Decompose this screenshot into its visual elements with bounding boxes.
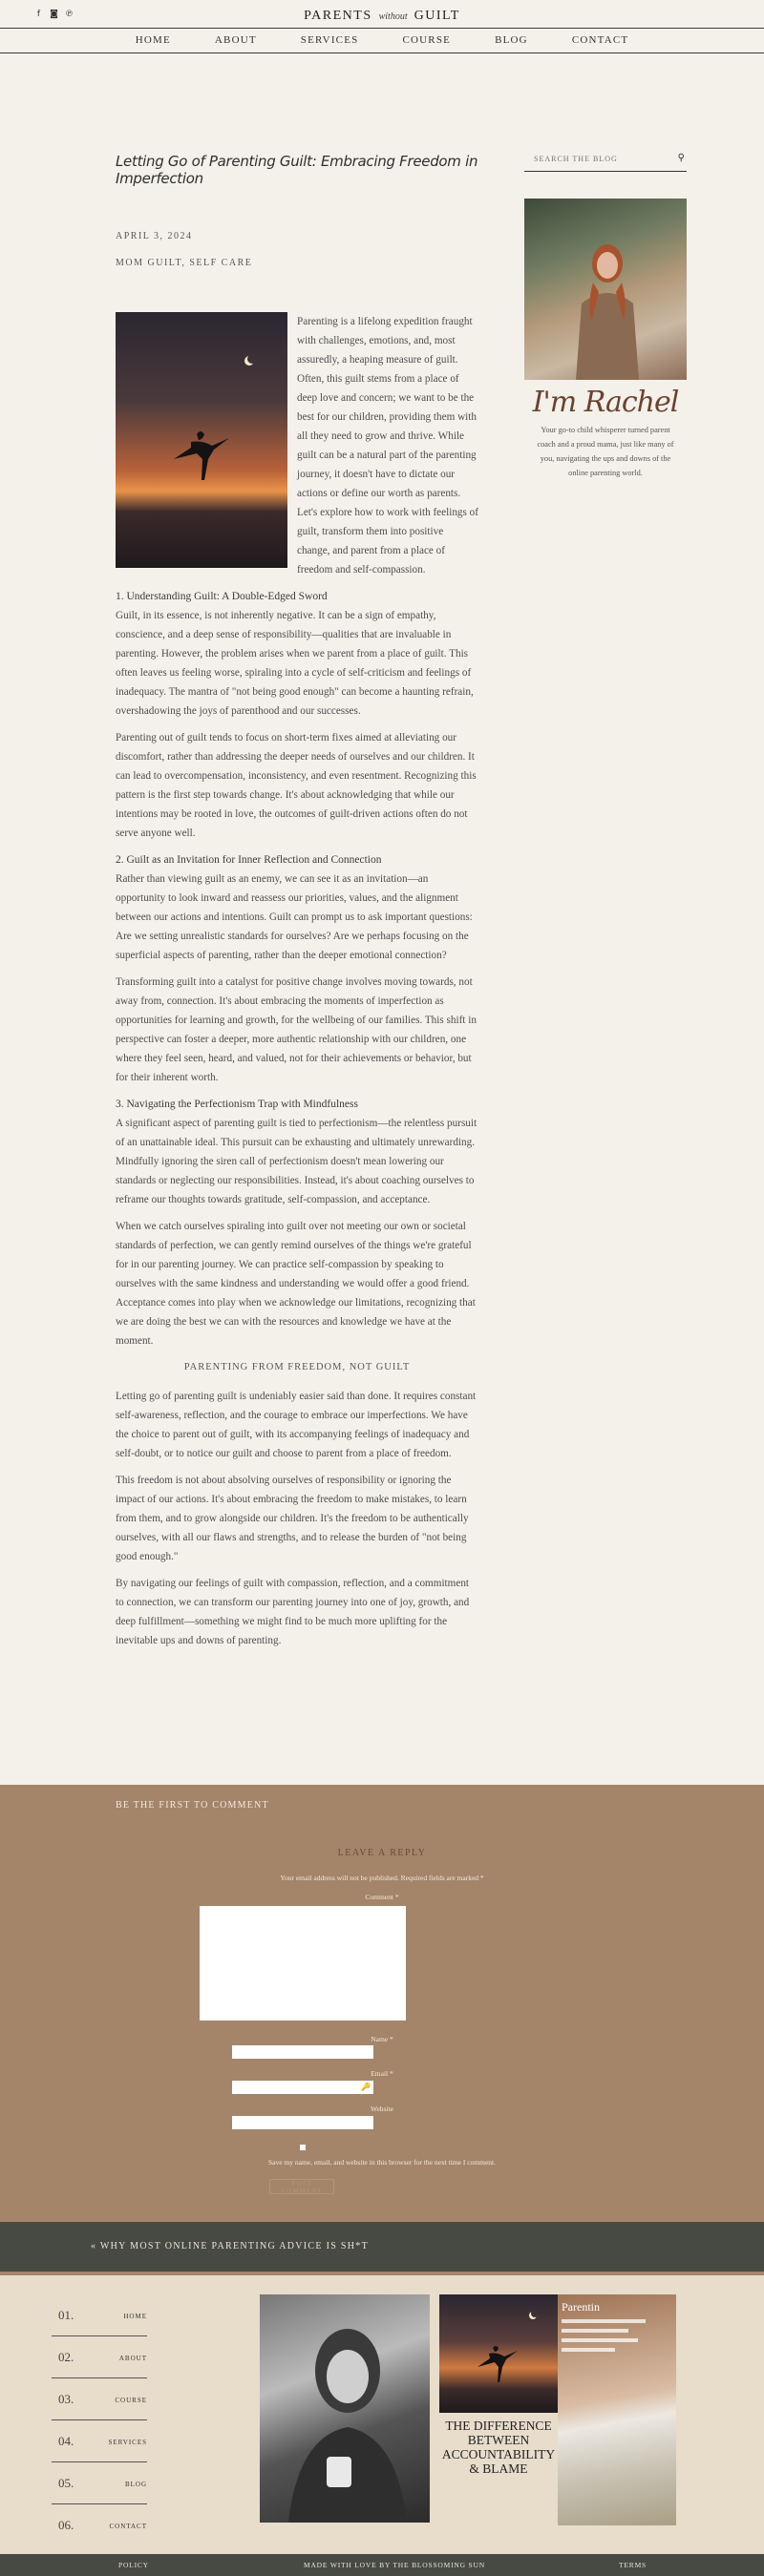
- main-nav: [0, 34, 764, 46]
- save-info-label: Save my name, email, and website in this browser for the next time I comment.: [267, 2158, 497, 2167]
- author-silhouette: [574, 237, 641, 380]
- footer-nav-number: 01.: [58, 2308, 74, 2322]
- section-paragraph: Guilt, in its essence, is not inherently negative. It can be a sign of empathy, conscience, and a deep sense of responsibility—qualities that are invaluable in parenting. However, the problem arises when we parent from a place of guilt. This often leaves us feeling worse, spiraling into a cycle of self-criticism and feelings of inadequacy. The mantra of "not being good enough" can become a haunting refrain, overshadowing the joys of parenthood and our successes.: [116, 610, 474, 717]
- centered-subheading: PARENTING FROM FREEDOM, NOT GUILT: [183, 1362, 411, 1372]
- nav-divider: [0, 28, 764, 29]
- footer-nav-item[interactable]: [52, 2462, 147, 2504]
- footer-nav-label: COURSE: [115, 2397, 147, 2404]
- footer-nav-item[interactable]: [52, 2504, 147, 2546]
- author-photo: [524, 199, 687, 380]
- name-field[interactable]: [232, 2045, 373, 2059]
- nav-about[interactable]: ABOUT: [214, 34, 257, 46]
- section-heading-2: 2. Guilt as an Invitation for Inner Reflection and Connection: [116, 854, 382, 866]
- facebook-icon[interactable]: f: [36, 10, 41, 19]
- featured-post-caption[interactable]: THE DIFFERENCE BETWEEN ACCOUNTABILITY & BLAME: [441, 2419, 556, 2476]
- footer-nav-number: 03.: [58, 2392, 74, 2406]
- footer-nav-label: SERVICES: [108, 2439, 147, 2446]
- leave-reply-heading: LEAVE A REPLY: [337, 1848, 427, 1858]
- search-input[interactable]: [524, 151, 658, 167]
- save-info-checkbox[interactable]: [300, 2145, 306, 2150]
- site-logo[interactable]: [0, 9, 764, 24]
- site-footer: [0, 2275, 764, 2554]
- logo-text-left: PARENTS: [304, 9, 372, 23]
- search-icon[interactable]: ⚲: [677, 153, 685, 163]
- article-categories[interactable]: MOM GUILT, SELF CARE: [116, 258, 253, 268]
- section-paragraph: Rather than viewing guilt as an enemy, we can see it as an invitation—an opportunity to look inward and reassess our priorities, values, and the alignment between our actions and intentions. Guilt can prompt us to ask important questions: Are we setting unrealistic standards for ourselves? Are we perhaps focusing on the superficial aspects of parenting, rather than the deeper emotional connection?: [116, 873, 473, 961]
- article-intro: Parenting is a lifelong expedition fraught with challenges, emotions, and, most assuredly, a heaping measure of guilt. Often, this guilt stems from a place of deep love and concern; we want to be the best for our children, providing them with all they need to grow and thrive. While guilt can be a natural part of the parenting journey, it doesn't have to dictate our actions or define our worth as parents. Let's explore how to work with feelings of guilt, transform them into positive change, and parent from a place of freedom and self-compassion.: [297, 316, 478, 576]
- moon-icon: [531, 2310, 539, 2317]
- section-paragraph: A significant aspect of parenting guilt is tied to perfectionism—the relentless pursuit of an unattainable ideal. This pursuit can be exhausting and ultimately unrewarding. Mindfully ignoring the siren call of perfectionism doesn't mean lowering our standards or neglecting our responsibilities. Instead, it's about coaching ourselves to reframe our thoughts towards gratitude, self-compassion, and acceptance.: [116, 1118, 478, 1205]
- comment-section: [0, 1785, 764, 2222]
- author-bio: Your go-to child whisperer turned parent coach and a proud mama, just like many of you, navigating the ups and downs of the online parenting world.: [537, 426, 674, 477]
- dancing-figure-silhouette: [168, 415, 235, 492]
- nav-blog[interactable]: BLOG: [495, 34, 528, 46]
- moon-icon: [247, 354, 257, 364]
- promo-text-line: [562, 2338, 638, 2342]
- email-field[interactable]: [232, 2081, 373, 2094]
- pinterest-icon[interactable]: ℗: [65, 10, 74, 19]
- name-label: Name *: [371, 2035, 393, 2043]
- footer-nav-label: CONTACT: [109, 2523, 147, 2530]
- promo-text-line: [562, 2348, 615, 2352]
- previous-post-bar: [0, 2222, 764, 2272]
- footer-nav: [52, 2294, 147, 2546]
- nav-contact[interactable]: CONTACT: [571, 34, 629, 46]
- footer-nav-item[interactable]: [52, 2378, 147, 2420]
- logo-text-right: GUILT: [414, 9, 460, 23]
- site-header: [0, 0, 764, 53]
- footer-promo-image[interactable]: [558, 2294, 676, 2525]
- footer-nav-item[interactable]: [52, 2294, 147, 2336]
- section-paragraph: This freedom is not about absolving ourselves of responsibility or ignoring the impact of our actions. It's about embracing the freedom to make mistakes, to learn from them, and to grow alongside our children. It's the freedom to be authentically ourselves, with all our flaws and strengths, and to release the burden of "not being good enough.": [116, 1475, 469, 1562]
- author-signature: I'm Rachel: [532, 386, 679, 419]
- footer-nav-number: 04.: [58, 2434, 74, 2448]
- email-label: Email *: [371, 2069, 393, 2078]
- blog-search: [524, 149, 687, 172]
- comment-textarea[interactable]: [200, 1906, 406, 2021]
- instagram-icon[interactable]: ◙: [50, 10, 58, 19]
- site-credit[interactable]: MADE WITH LOVE BY THE BLOSSOMING SUN: [304, 2561, 485, 2569]
- section-heading-3: 3. Navigating the Perfectionism Trap with Mindfulness: [116, 1099, 358, 1110]
- policy-link[interactable]: POLICY: [118, 2561, 149, 2569]
- article-date: APRIL 3, 2024: [116, 231, 193, 241]
- footer-nav-number: 06.: [58, 2518, 74, 2532]
- footer-nav-label: ABOUT: [118, 2355, 147, 2362]
- nav-course[interactable]: COURSE: [402, 34, 452, 46]
- bottom-bar: [0, 2554, 764, 2576]
- footer-nav-label: BLOG: [124, 2481, 147, 2488]
- section-paragraph: Parenting out of guilt tends to focus on short-term fixes aimed at alleviating our discomfort, rather than addressing the deeper needs of ourselves and our children. It can lead to overcompensation, inconsistency, and even resentment. Recognizing this pattern is the first step towards change. It's about acknowledging that while our intentions may be rooted in love, the outcomes of guilt-driven actions often do not serve anyone well.: [116, 732, 477, 839]
- footer-portrait-photo: [260, 2294, 430, 2523]
- post-comment-button[interactable]: POST COMMENT: [269, 2179, 334, 2194]
- autofill-key-icon[interactable]: 🔑: [361, 2083, 371, 2091]
- section-heading-1: 1. Understanding Guilt: A Double-Edged Sword: [116, 591, 328, 602]
- promo-text-line: [562, 2319, 646, 2323]
- previous-post-link[interactable]: « WHY MOST ONLINE PARENTING ADVICE IS SH*T: [91, 2241, 369, 2251]
- sidebar: [524, 149, 687, 480]
- promo-text-line: [562, 2329, 628, 2333]
- promo-title: Parentin: [562, 2300, 600, 2314]
- comments-count: BE THE FIRST TO COMMENT: [116, 1800, 269, 1811]
- portrait-silhouette: [260, 2294, 430, 2523]
- footer-nav-label: HOME: [123, 2313, 147, 2320]
- dancing-figure-silhouette: [439, 2294, 558, 2413]
- required-notice: Your email address will not be published. Required fields are marked *: [280, 1874, 484, 1882]
- footer-nav-item[interactable]: [52, 2420, 147, 2462]
- website-label: Website: [371, 2105, 393, 2113]
- nav-services[interactable]: SERVICES: [300, 34, 359, 46]
- section-paragraph: Letting go of parenting guilt is undeniably easier said than done. It requires constant self-awareness, reflection, and the courage to embrace our imperfections. We have the choice to parent out of guilt, with its accompanying feelings of inadequacy and self-doubt, or to notice our guilt and choose to parent from a place of freedom.: [116, 1391, 477, 1459]
- section-paragraph: When we catch ourselves spiraling into guilt over not meeting our own or societal standards of perfection, we can gently remind ourselves of the things we're grateful for in our parenting journey. We can practice self-compassion by speaking to ourselves with the same kindness and understanding we would offer a good friend. Acceptance comes into play when we acknowledge our limitations, recognizing that we are doing the best we can with the resources and knowledge we have at the moment.: [116, 1221, 476, 1347]
- terms-link[interactable]: TERMS: [619, 2561, 647, 2569]
- section-paragraph: Transforming guilt into a catalyst for positive change involves moving towards, not away from, connection. It's about embracing the moments of imperfection as opportunities for learning and growth, for the wellbeing of our families. This shift in perspective can foster a deeper, more authentic relationship with our children, one where they feel seen, heard, and valued, not for their achievements or behavior, but for their inherent worth.: [116, 976, 477, 1083]
- page-body: [0, 53, 764, 1785]
- nav-home[interactable]: HOME: [135, 34, 171, 46]
- footer-nav-number: 05.: [58, 2476, 74, 2490]
- website-field[interactable]: [232, 2116, 373, 2129]
- footer-nav-number: 02.: [58, 2350, 74, 2364]
- comment-label: Comment *: [365, 1893, 399, 1901]
- section-paragraph: By navigating our feelings of guilt with compassion, reflection, and a commitment to connection, we can transform our parenting journey into one of joy, growth, and deep fulfillment—something we might find to be much more uplifting for the inevitable ups and downs of parenting.: [116, 1578, 470, 1646]
- footer-nav-item[interactable]: [52, 2336, 147, 2378]
- hero-image: [116, 312, 287, 568]
- logo-script: without: [378, 11, 408, 22]
- footer-sunset-photo[interactable]: [439, 2294, 558, 2413]
- blog-article: [116, 153, 478, 1658]
- article-title: Letting Go of Parenting Guilt: Embracing Freedom in Imperfection: [116, 153, 478, 187]
